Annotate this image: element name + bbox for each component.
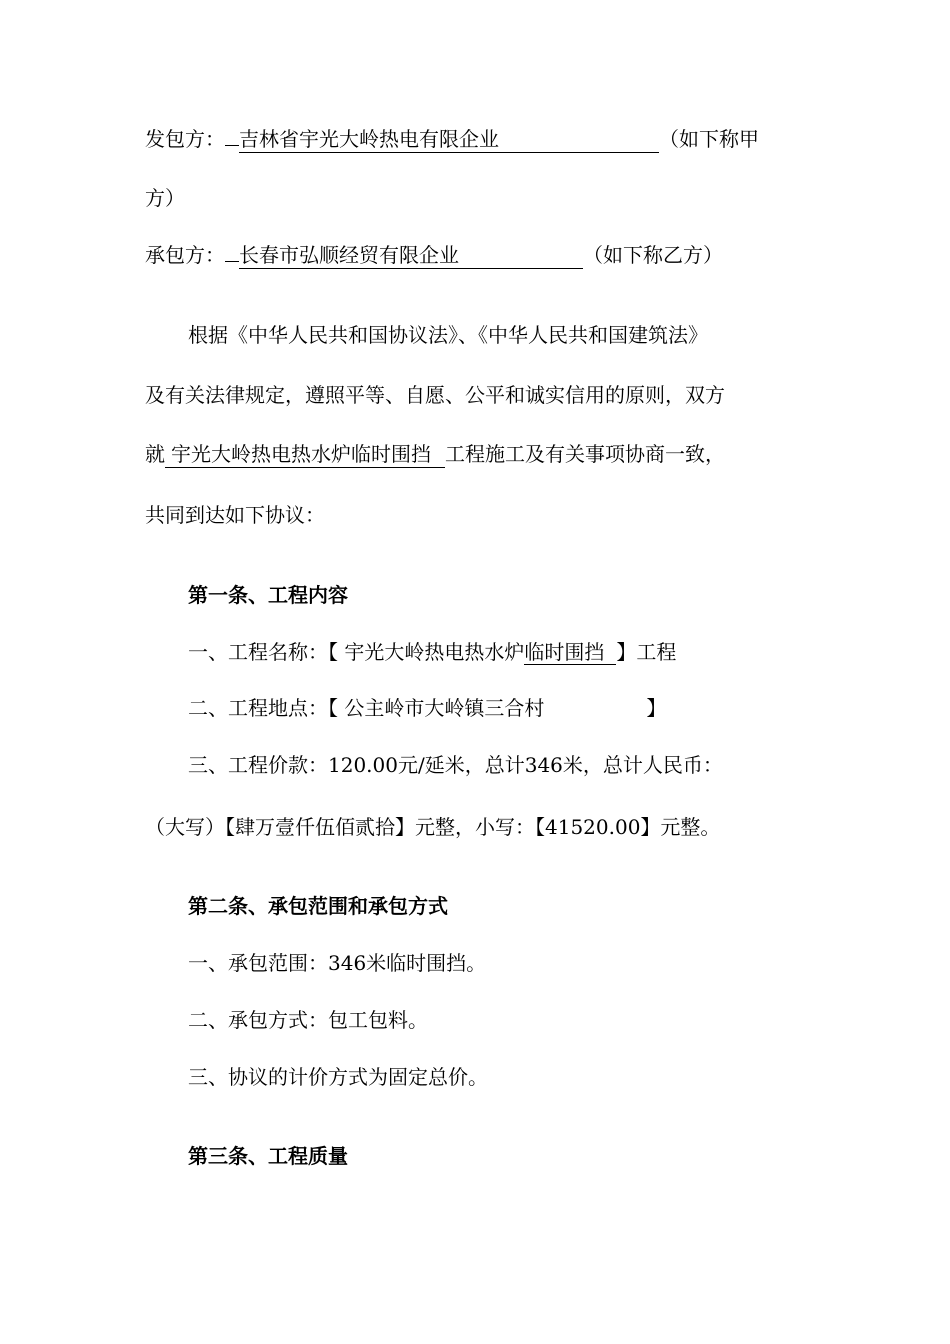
- employer-line: [145, 125, 759, 151]
- employer-suffix: （如下称甲: [659, 127, 759, 151]
- price-line-1: 三、工程价款：120.00元/延米，总计346米，总计人民币：: [188, 753, 723, 777]
- employer-suffix-cont: 方）: [145, 186, 185, 210]
- project-name-line: [188, 639, 676, 665]
- preamble-suffix: 工程施工及有关事项协商一致，: [445, 442, 725, 466]
- price-line-2: （大写）【肆万壹仟伍佰贰拾】元整，小写：【41520.00】元整。: [145, 815, 721, 839]
- employer-blank-lead: [225, 125, 239, 146]
- project-site-line: [188, 695, 666, 721]
- employer-name: 吉林省宇光大岭热电有限企业: [239, 126, 659, 153]
- contractor-suffix: （如下称乙方）: [583, 243, 723, 267]
- project-name: 宇光大岭热电热水炉临时围挡: [165, 441, 445, 468]
- article3-heading: 第三条、工程质量: [188, 1144, 348, 1168]
- project-name-value: 宇光大岭热电热水炉: [344, 640, 525, 664]
- preamble-line-4: 共同到达如下协议：: [145, 503, 325, 527]
- project-site-value: 公主岭市大岭镇三合村: [344, 696, 545, 720]
- preamble-line-3: [145, 441, 725, 467]
- preamble-line-1: 根据《中华人民共和国协议法》、《中华人民共和国建筑法》: [188, 323, 708, 347]
- article2-item-1: 一、承包范围：346米临时围挡。: [188, 951, 487, 975]
- article2-heading: 第二条、承包范围和承包方式: [188, 894, 448, 918]
- article2-item-3: 三、协议的计价方式为固定总价。: [188, 1065, 488, 1089]
- project-name-close: 】工程: [616, 640, 677, 664]
- project-site-label: 二、工程地点：【: [188, 696, 338, 720]
- article1-heading: 第一条、工程内容: [188, 583, 348, 607]
- preamble-prefix: 就: [145, 442, 165, 466]
- contractor-blank-lead: [225, 241, 239, 262]
- contractor-label: 承包方：: [145, 243, 225, 267]
- project-site-close: 】: [646, 696, 667, 720]
- employer-label: 发包方：: [145, 127, 225, 151]
- employer-suffix-line: [145, 185, 185, 211]
- project-name-underlined: 临时围挡: [524, 640, 616, 665]
- project-name-label: 一、工程名称：【: [188, 640, 338, 664]
- preamble-line-2: 及有关法律规定，遵照平等、自愿、公平和诚实信用的原则，双方: [145, 383, 725, 407]
- contractor-name: 长春市弘顺经贸有限企业: [239, 242, 583, 269]
- article2-item-2: 二、承包方式：包工包料。: [188, 1008, 428, 1032]
- contractor-line: [145, 241, 723, 267]
